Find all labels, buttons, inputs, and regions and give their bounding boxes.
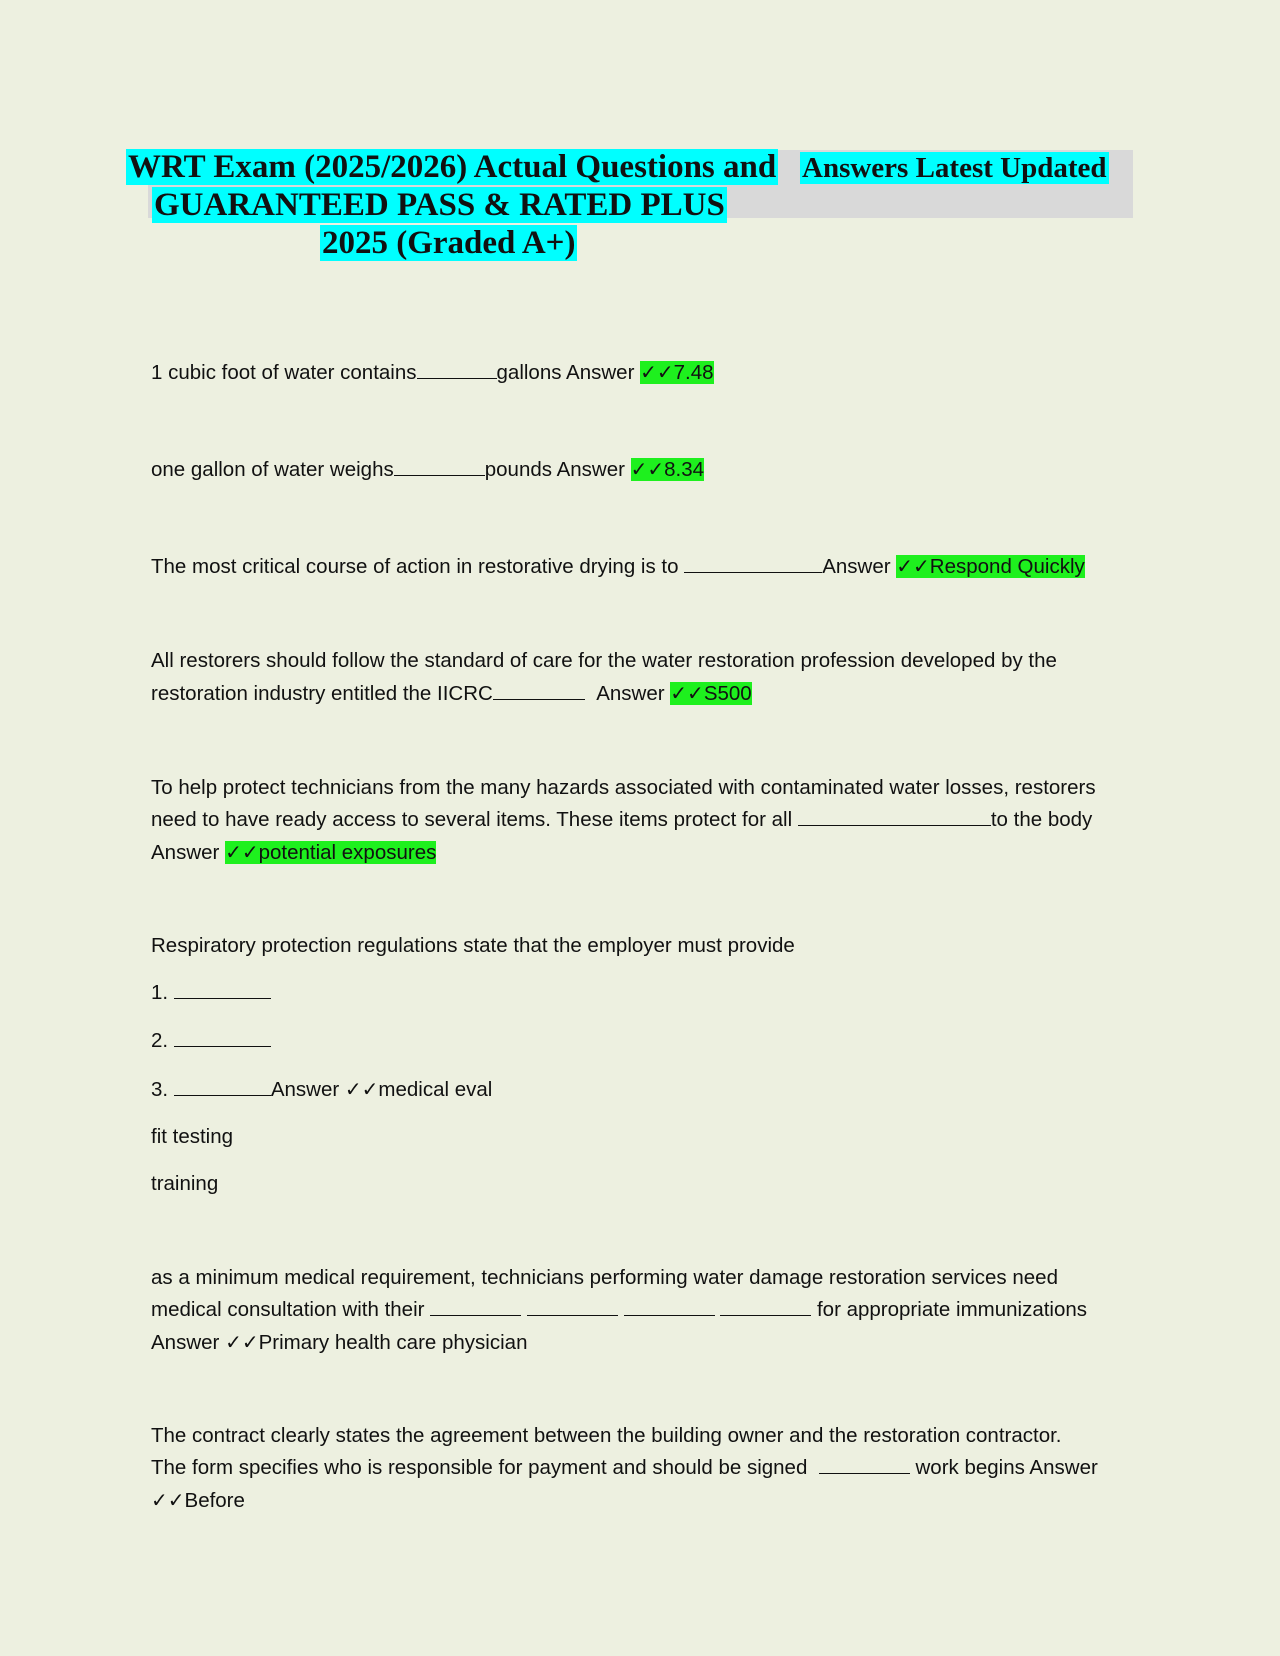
question-text: Answer bbox=[151, 841, 220, 864]
question-text: restoration industry entitled the IICRC bbox=[151, 682, 493, 705]
question-row bbox=[151, 1484, 1136, 1516]
question-6-item-1 bbox=[151, 977, 1136, 1009]
answer-blank bbox=[174, 1076, 271, 1096]
question-row bbox=[151, 1294, 1136, 1326]
question-text: to the body bbox=[990, 808, 1093, 831]
question-4 bbox=[151, 645, 1136, 709]
answer-blank bbox=[527, 1296, 618, 1316]
question-row bbox=[151, 1326, 1136, 1358]
question-7 bbox=[151, 1262, 1136, 1358]
answer-text: Primary health care physician bbox=[258, 1331, 528, 1354]
question-text: Answer bbox=[151, 1331, 220, 1354]
answer-text: training bbox=[151, 1172, 219, 1195]
question-text: as a minimum medical requirement, technicians performing water damage restoration services need bbox=[151, 1266, 1058, 1289]
answer-blank bbox=[394, 456, 485, 476]
answer-text: fit testing bbox=[151, 1125, 234, 1148]
question-row bbox=[151, 836, 1136, 868]
title-line-3 bbox=[320, 224, 577, 262]
answer-text: 7.48 bbox=[673, 361, 714, 384]
question-text: Answer bbox=[822, 555, 891, 578]
question-text: for appropriate immunizations bbox=[816, 1298, 1088, 1321]
question-5 bbox=[151, 772, 1136, 868]
check-mark-icon: ✓✓ bbox=[225, 1330, 259, 1354]
answer-highlight bbox=[225, 841, 436, 864]
question-3 bbox=[151, 550, 1136, 583]
question-6-item-2 bbox=[151, 1025, 1136, 1057]
check-mark-icon: ✓✓ bbox=[896, 554, 930, 578]
question-text: medical consultation with their bbox=[151, 1298, 425, 1321]
title-line-1b bbox=[800, 151, 1109, 185]
answer-blank bbox=[720, 1296, 811, 1316]
question-text: The most critical course of action in restorative drying is to bbox=[151, 555, 679, 578]
list-number: 2. bbox=[151, 1029, 169, 1052]
answer-blank bbox=[174, 979, 271, 999]
check-mark-icon: ✓✓ bbox=[344, 1077, 379, 1101]
answer-text: Respond Quickly bbox=[929, 555, 1085, 578]
answer-blank bbox=[798, 806, 991, 826]
question-8 bbox=[151, 1420, 1136, 1516]
question-text: The contract clearly states the agreement between the building owner and the restoration contractor. bbox=[151, 1424, 1062, 1447]
question-6-answer-2 bbox=[151, 1121, 1136, 1153]
question-1 bbox=[151, 356, 1136, 389]
question-text: All restorers should follow the standard of care for the water restoration profession developed by the bbox=[151, 649, 1057, 672]
question-6 bbox=[151, 930, 1136, 962]
question-text: work begins Answer bbox=[915, 1456, 1098, 1479]
answer-text: 8.34 bbox=[664, 458, 705, 481]
title-line-1b-text: Answers Latest Updated bbox=[802, 152, 1107, 184]
check-mark-icon: ✓✓ bbox=[670, 681, 704, 705]
answer-text: medical eval bbox=[378, 1078, 493, 1101]
question-row bbox=[151, 804, 1136, 836]
title-line-1 bbox=[126, 148, 778, 186]
list-number: 1. bbox=[151, 981, 169, 1004]
question-text: Answer bbox=[596, 682, 665, 705]
title-line-2-text: GUARANTEED PASS & RATED PLUS bbox=[154, 187, 725, 223]
check-mark-icon: ✓✓ bbox=[630, 457, 665, 481]
answer-highlight bbox=[670, 682, 751, 705]
answer-blank bbox=[417, 359, 497, 379]
answer-highlight bbox=[896, 555, 1084, 578]
question-text: gallons Answer bbox=[496, 361, 635, 384]
answer-blank bbox=[624, 1296, 715, 1316]
title-line-2 bbox=[152, 186, 727, 224]
answer-blank bbox=[819, 1454, 910, 1474]
answer-blank bbox=[684, 553, 822, 573]
question-row bbox=[151, 677, 1136, 709]
question-text: need to have ready access to several items. These items protect for all bbox=[151, 808, 793, 831]
answer-blank bbox=[493, 680, 585, 700]
question-row bbox=[151, 1452, 1136, 1484]
title-line-1-text: WRT Exam (2025/2026) Actual Questions and bbox=[128, 149, 777, 185]
list-number: 3. bbox=[151, 1078, 169, 1101]
answer-blank bbox=[174, 1027, 271, 1047]
answer-text: S500 bbox=[703, 682, 752, 705]
question-text: pounds Answer bbox=[484, 458, 625, 481]
answer-blank bbox=[430, 1296, 521, 1316]
check-mark-icon: ✓✓ bbox=[640, 360, 674, 384]
check-mark-icon: ✓✓ bbox=[151, 1488, 185, 1512]
answer-highlight bbox=[640, 361, 713, 384]
question-text: one gallon of water weighs bbox=[151, 458, 394, 481]
check-mark-icon: ✓✓ bbox=[225, 840, 259, 864]
question-text: Answer bbox=[270, 1078, 340, 1101]
answer-text: potential exposures bbox=[258, 841, 437, 864]
question-2 bbox=[151, 453, 1136, 486]
question-text: Respiratory protection regulations state that the employer must provide bbox=[151, 934, 795, 957]
title-line-3-text: 2025 (Graded A+) bbox=[322, 225, 576, 261]
question-text: The form specifies who is responsible for payment and should be signed bbox=[151, 1456, 808, 1479]
question-6-item-3 bbox=[151, 1073, 1136, 1106]
answer-text: Before bbox=[184, 1489, 245, 1512]
answer-highlight bbox=[631, 458, 704, 481]
question-text: 1 cubic foot of water contains bbox=[151, 361, 417, 384]
question-6-answer-3 bbox=[151, 1168, 1136, 1200]
question-text: To help protect technicians from the many hazards associated with contaminated water losses, restorers bbox=[151, 776, 1096, 799]
